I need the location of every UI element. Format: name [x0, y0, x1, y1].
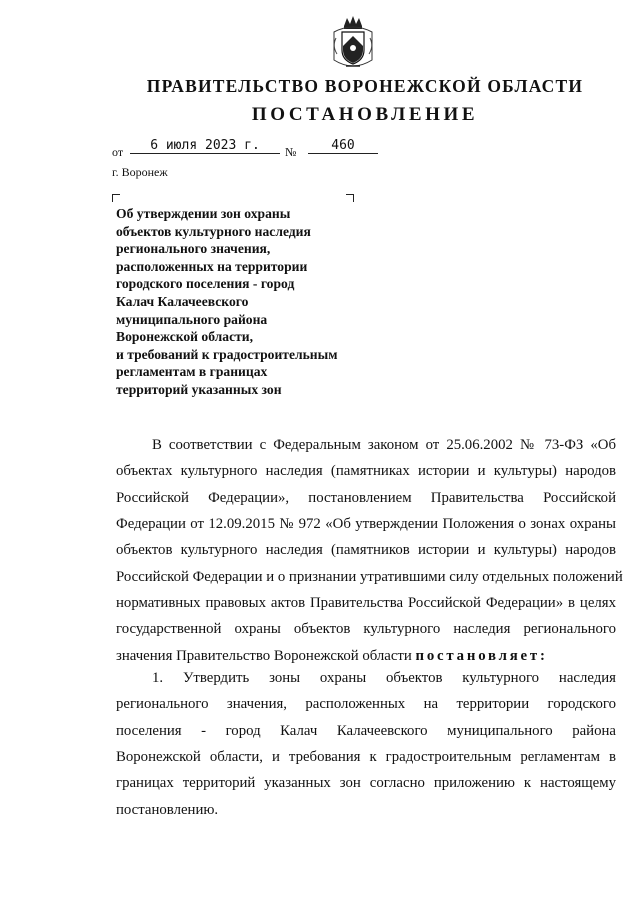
paragraph-line: государственной охраны объектов культурного наследия регионального	[116, 621, 616, 638]
paragraph-line: В соответствии с Федеральным законом от 25.06.2002 № 73-ФЗ «Об	[152, 437, 616, 453]
number-label: №	[285, 145, 297, 159]
paragraph-line: объектов культурного наследия (памятников истории и культуры) народов	[116, 542, 616, 559]
subject-line: муниципального района	[116, 311, 268, 327]
paragraph-line: Воронежской области, и требования к градостроительным регламентам в	[116, 749, 616, 766]
date-label: от	[112, 145, 124, 159]
paragraph-line: границах территорий указанных зон согласно приложению к настоящему	[116, 775, 616, 792]
document-date: 6 июля 2023 г.	[130, 138, 280, 154]
subject-line: Воронежской области,	[116, 329, 254, 345]
subject-line: городского поселения - город	[116, 276, 295, 292]
subject-line: регионального значения,	[116, 241, 271, 257]
paragraph-line: Российской Федерации и о признании утратившими силу отдельных положений	[116, 568, 623, 585]
subject-line: Об утверждении зон охраны	[116, 206, 291, 221]
preamble-paragraph	[116, 432, 623, 669]
subject-line: объектов культурного наследия	[116, 223, 311, 239]
subject-line: расположенных на территории	[116, 258, 308, 274]
document-date-number-row	[112, 138, 372, 158]
subject-corner-mark-left	[112, 194, 120, 202]
subject-line: регламентам в границах	[116, 364, 268, 380]
paragraph-line: Российской Федерации», постановлением Правительства Российской	[116, 489, 616, 506]
coat-of-arms-icon	[328, 14, 378, 70]
paragraph-line: объектах культурного наследия (памятниках истории и культуры) народов	[116, 463, 616, 480]
document-number: 460	[308, 138, 378, 154]
organization-title: ПРАВИТЕЛЬСТВО ВОРОНЕЖСКОЙ ОБЛАСТИ	[146, 76, 584, 96]
item-1-paragraph	[116, 665, 616, 823]
city-label: г. Воронеж	[112, 165, 168, 179]
paragraph-line: поселения - город Калач Калачеевского муниципального района	[116, 722, 616, 739]
paragraph-line-text: значения Правительство Воронежской области	[116, 647, 412, 664]
document-type-title: ПОСТАНОВЛЕНИЕ	[251, 104, 479, 125]
paragraph-line: Федерации от 12.09.2015 № 972 «Об утверждении Положения о зонах охраны	[116, 516, 616, 533]
document-subject	[116, 205, 386, 399]
paragraph-line: 1. Утвердить зоны охраны объектов культурного наследия	[152, 670, 616, 686]
subject-line: Калач Калачеевского	[116, 293, 249, 309]
paragraph-line: нормативных правовых актов Правительства Российской Федерации» в целях	[116, 595, 616, 612]
paragraph-line: регионального значения, расположенных на территории городского	[116, 696, 616, 713]
paragraph-line: постановлению.	[116, 801, 219, 818]
subject-line: территорий указанных зон	[116, 381, 282, 397]
decree-word: постановляет:	[415, 647, 548, 664]
subject-corner-mark-right	[346, 194, 354, 202]
subject-line: и требований к градостроительным	[116, 346, 338, 362]
